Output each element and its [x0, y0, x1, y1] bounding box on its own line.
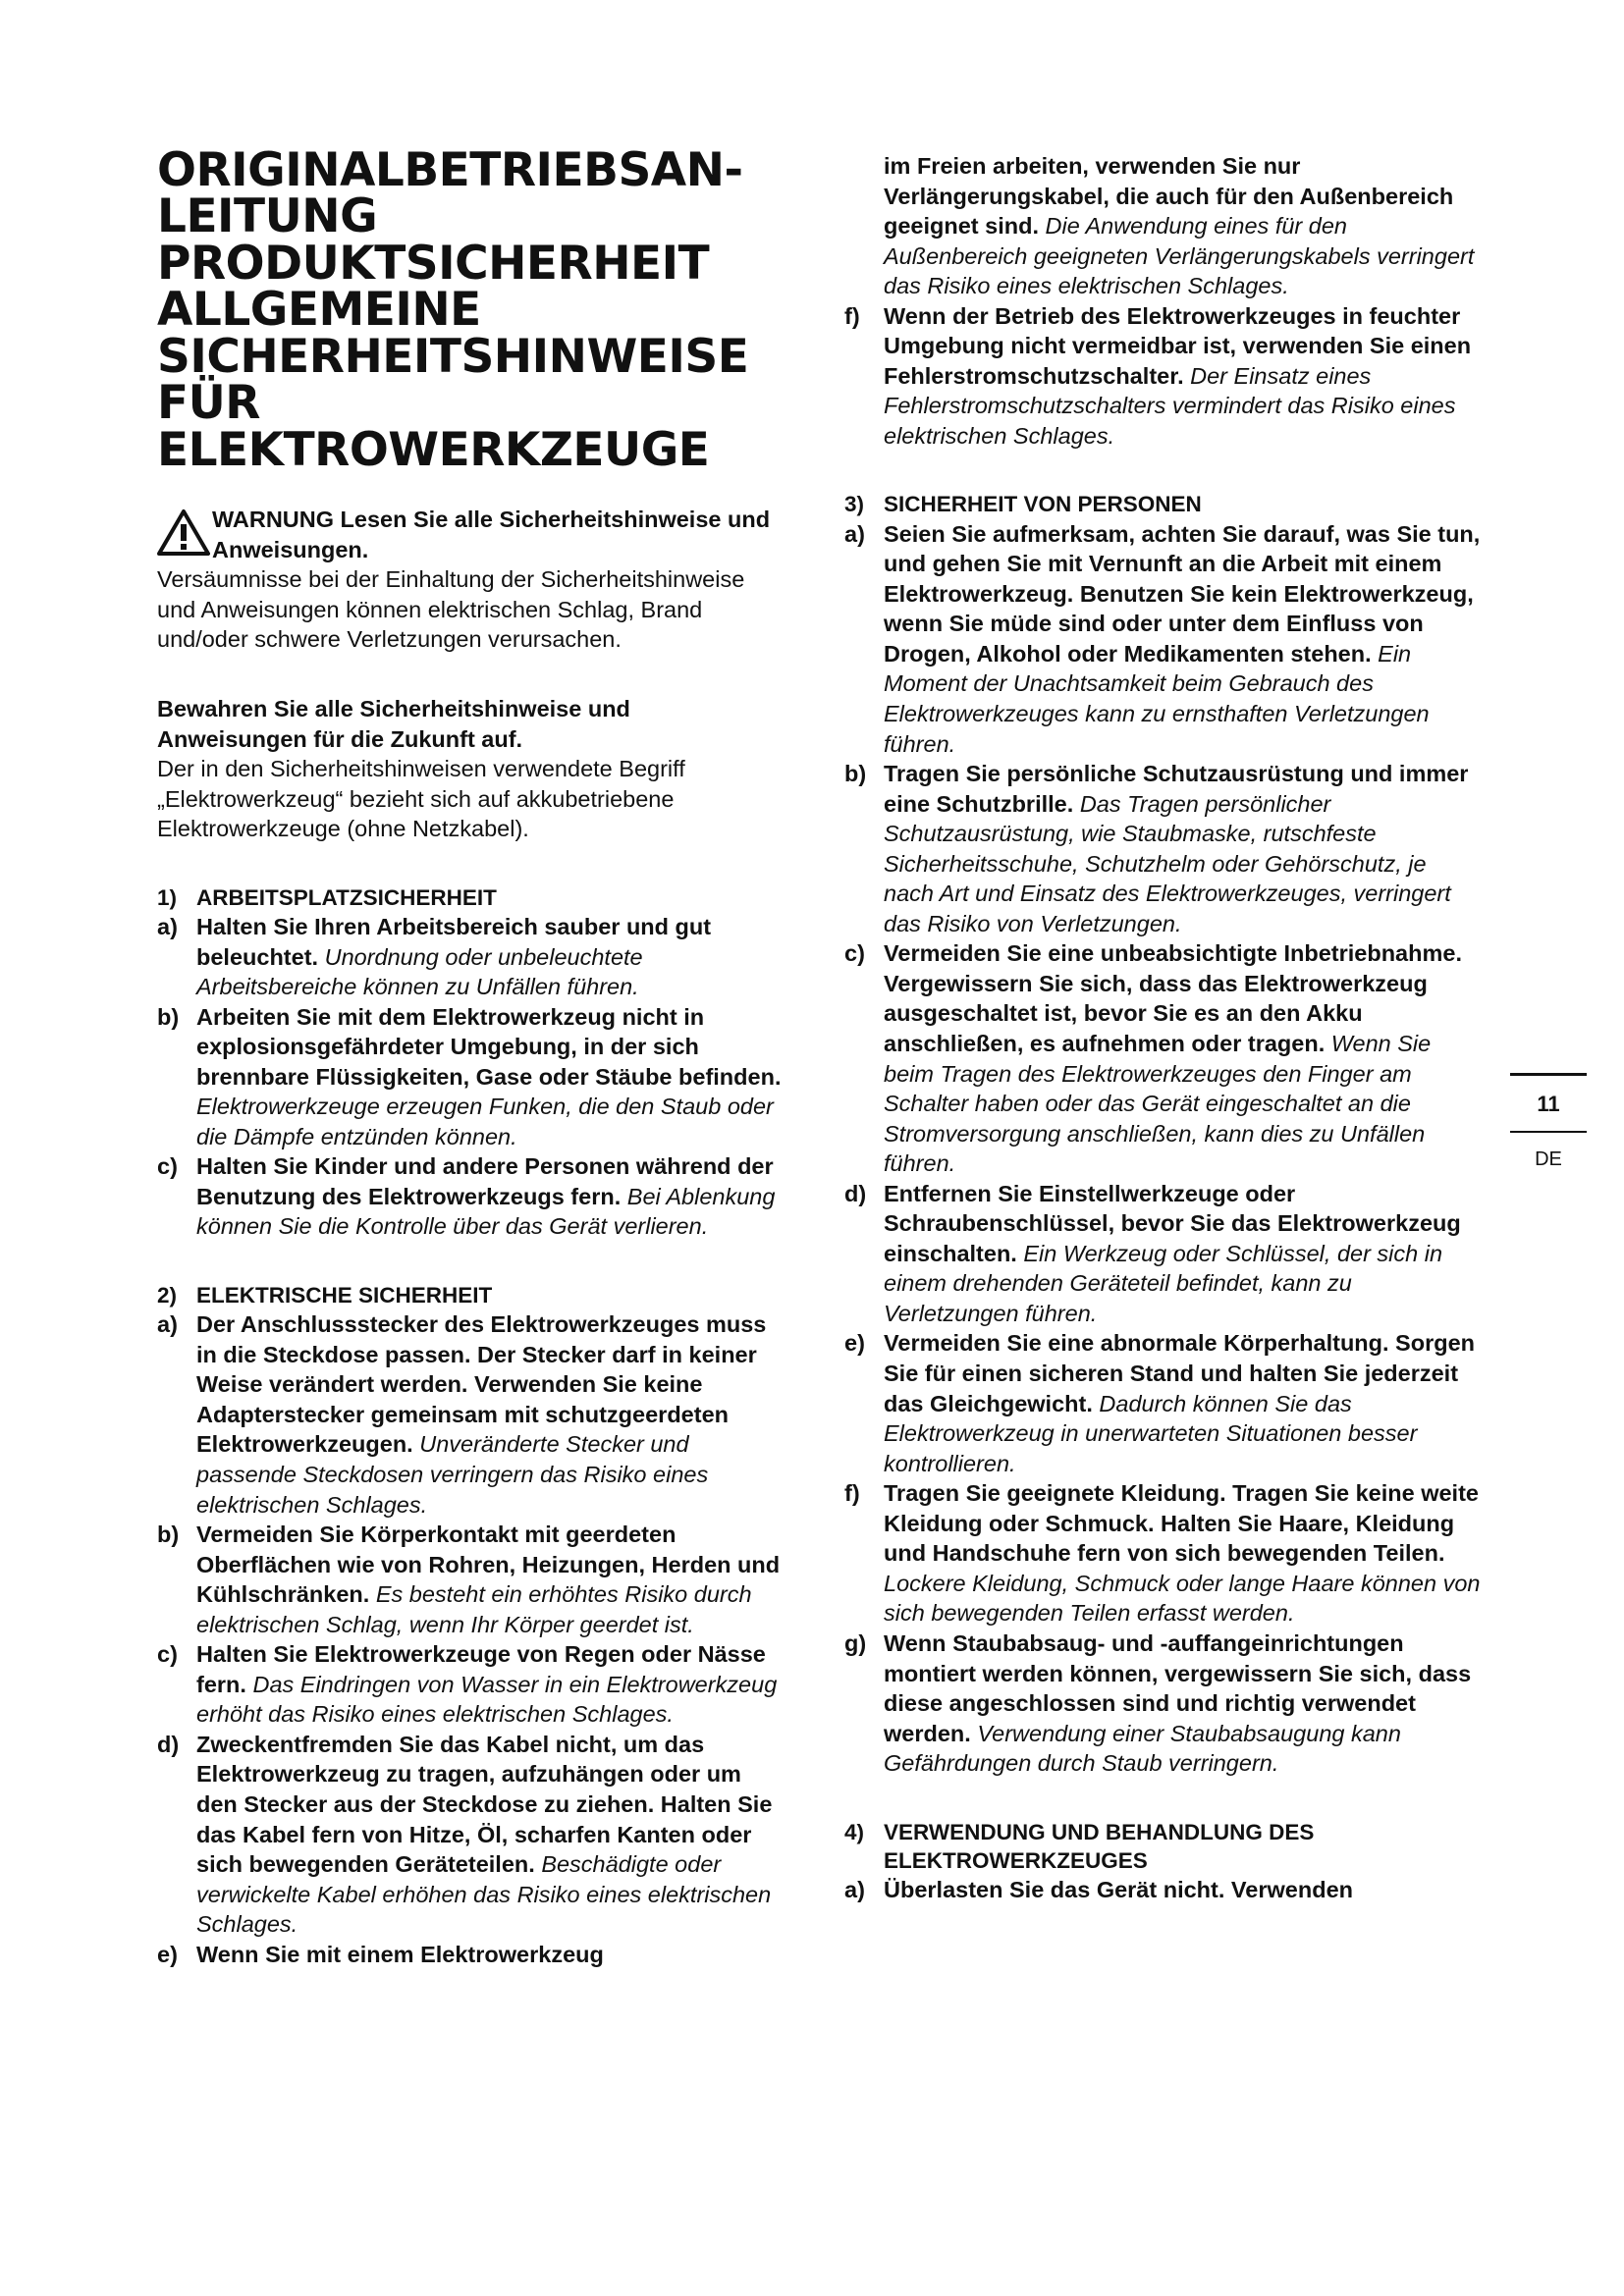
section-title: SICHERHEIT VON PERSONEN	[884, 492, 1202, 517]
section-title: ELEKTRISCHE SICHERHEIT	[196, 1283, 493, 1308]
section-title: ARBEITSPLATZSICHERHEIT	[196, 884, 497, 910]
item-letter: b)	[157, 1522, 180, 1548]
item-letter: c)	[844, 940, 865, 967]
item-letter: a)	[157, 914, 178, 939]
section-number: 2)	[157, 1283, 178, 1308]
item-bold: Entfernen Sie Einstellwerkzeuge oder Schraubenschlüssel, bevor Sie das Elektrowerkzeug einschalten.	[884, 1180, 1461, 1266]
warning-heading: WARNUNG Lesen Sie alle Sicherheitshinweise und Anweisungen.	[212, 507, 771, 562]
list-item	[844, 938, 1483, 1178]
item-text: Das Tragen persönlicher Schutzausrüstung, wie Staubmaske, rutschfeste Sicherheitsschuhe, Schutzhelm oder Gehörschutz, je nach Art und Einsatz des Elektrowerkzeuges, verringert das Risiko von Verletzungen.	[884, 790, 1451, 936]
marker-rule	[1510, 1073, 1587, 1076]
item-letter: d)	[844, 1180, 867, 1206]
item-text: Bei Ablenkung können Sie die Kontrolle über das Gerät verlieren.	[196, 1183, 776, 1240]
item-bold: Der Anschlussstecker des Elektrowerkzeuges muss in die Steckdose passen. Der Stecker darf in keiner Weise verändert werden. Verwenden Sie keine Adapterstecker gemeinsam mit schutzgeerdeten Elektrowerkzeugen.	[196, 1311, 767, 1458]
item-bold: Tragen Sie geeignete Kleidung. Tragen Sie keine weite Kleidung oder Schmuck. Halten Sie Haare, Kleidung und Handschuhe fern von sich bewegenden Teilen.	[884, 1480, 1479, 1567]
item-letter: e)	[157, 1941, 178, 1967]
item-letter: g)	[844, 1629, 867, 1656]
item-bold: Arbeiten Sie mit dem Elektrowerkzeug nicht in explosionsgefährdeter Umgebung, in der sich brennbare Flüssigkeiten, Gase oder Stäube befinden.	[196, 1003, 782, 1090]
item-bold: Wenn der Betrieb des Elektrowerkzeuges in feuchter Umgebung nicht vermeidbar ist, verwenden Sie einen Fehlerstromschutzschalter.	[884, 302, 1472, 389]
item-letter: d)	[157, 1731, 180, 1757]
item-text: Der Einsatz eines Fehlerstromschutzschalters vermindert das Risiko eines elektrischen Schlages.	[884, 362, 1456, 449]
title-line: ALLGEMEINE	[157, 283, 481, 338]
list-item	[844, 1629, 1483, 1779]
item-bold: Seien Sie aufmerksam, achten Sie darauf, was Sie tun, und gehen Sie mit Vernunft an die Arbeit mit einem Elektrowerkzeug. Benutzen Sie kein Elektrowerkzeug, wenn Sie müde sind oder unter dem Einfluss von Drogen, Alkohol oder Medikamenten stehen.	[884, 520, 1481, 667]
list-item	[844, 1478, 1483, 1629]
list-item	[844, 1328, 1483, 1478]
title-line: LEITUNG	[157, 189, 378, 244]
item-text: Die Anwendung eines für den Außenbereich geeigneten Verlängerungskabels verringert das Risiko eines elektrischen Schlages.	[884, 213, 1475, 299]
item-bold: im Freien arbeiten, verwenden Sie nur Verlängerungskabel, die auch für den Außenbereich geeignet sind.	[884, 153, 1454, 240]
item-text: Elektrowerkzeuge erzeugen Funken, die den Staub oder die Dämpfe entzünden können.	[196, 1094, 774, 1149]
title-line: FÜR	[157, 376, 260, 431]
item-letter: e)	[844, 1330, 865, 1357]
keep-instructions	[157, 694, 785, 844]
item-text: Unordnung oder unbeleuchtete Arbeitsbereiche können zu Unfällen führen.	[196, 943, 643, 1000]
item-bold: Zweckentfremden Sie das Kabel nicht, um das Elektrowerkzeug zu tragen, aufzuhängen oder um den Stecker aus der Steckdose zu ziehen. Halten Sie das Kabel fern von Hitze, Öl, scharfen Kanten oder sich bewegenden Geräteteilen.	[196, 1731, 773, 1878]
item-bold: Halten Sie Elektrowerkzeuge von Regen oder Nässe fern.	[196, 1641, 766, 1697]
main-title	[157, 143, 785, 477]
item-bold: Tragen Sie persönliche Schutzausrüstung und immer eine Schutzbrille.	[884, 761, 1469, 817]
list-item	[157, 912, 785, 1002]
item-text: Unveränderte Stecker und passende Steckdosen verringern das Risiko eines elektrischen Schlages.	[196, 1431, 709, 1518]
item-bold: Überlasten Sie das Gerät nicht. Verwenden	[884, 1877, 1353, 1903]
warning-block	[157, 505, 785, 564]
warning-triangle-icon	[157, 508, 210, 556]
list-item	[844, 759, 1483, 938]
list-item	[157, 1730, 785, 1940]
item-letter: a)	[844, 520, 865, 547]
item-text: Beschädigte oder verwickelte Kabel erhöhen das Risiko eines elektrischen Schlages.	[196, 1851, 772, 1938]
list-item	[157, 1151, 785, 1242]
title-line: ORIGINALBETRIEBSAN-	[157, 143, 743, 197]
section-heading	[157, 1281, 785, 1309]
item-bold: Halten Sie Ihren Arbeitsbereich sauber und gut beleuchtet.	[196, 914, 712, 970]
list-item	[844, 1875, 1483, 1905]
list-item	[844, 519, 1483, 759]
list-item	[157, 1940, 785, 1970]
item-letter: f)	[844, 1480, 860, 1507]
item-text: Es besteht ein erhöhtes Risiko durch elektrischen Schlag, wenn Ihr Körper geerdet ist.	[196, 1581, 752, 1637]
list-item	[157, 1002, 785, 1152]
left-column	[157, 143, 785, 1969]
section-heading	[844, 1818, 1483, 1876]
list-item	[844, 1179, 1483, 1329]
page-number: 11	[1537, 1092, 1560, 1116]
list-item	[157, 1309, 785, 1520]
item-text: Wenn Sie beim Tragen des Elektrowerkzeuges den Finger am Schalter haben oder das Gerät eingeschaltet an die Stromversorgung anschließen, kann dies zu Unfällen führen.	[884, 1031, 1432, 1177]
item-letter: b)	[844, 761, 867, 787]
item-text: Ein Werkzeug oder Schlüssel, der sich in einem drehenden Geräteteil befindet, kann zu Verletzungen führen.	[884, 1240, 1443, 1326]
list-item	[157, 1639, 785, 1730]
keep-text: Der in den Sicherheitshinweisen verwendete Begriff „Elektrowerkzeug“ bezieht sich auf akkubetriebene Elektrowerkzeuge (ohne Netzkabel).	[157, 756, 685, 842]
section-number: 4)	[844, 1819, 865, 1844]
item-letter: f)	[844, 302, 860, 329]
warning-text: Versäumnisse bei der Einhaltung der Sicherheitshinweise und Anweisungen können elektrischen Schlag, Brand und/oder schwere Verletzungen verursachen.	[157, 566, 745, 653]
item-letter: c)	[157, 1153, 178, 1180]
item-letter: c)	[157, 1641, 178, 1668]
item-bold: Wenn Staubabsaug- und -auffangeinrichtungen montiert werden können, vergewissern Sie sich, dass diese angeschlossen sind und richtig verwendet werden.	[884, 1629, 1472, 1746]
language-code: DE	[1535, 1148, 1562, 1170]
list-item	[844, 301, 1483, 452]
title-line: ELEKTROWERKZEUGE	[157, 422, 710, 477]
section-number: 3)	[844, 492, 865, 517]
item-text: Dadurch können Sie das Elektrowerkzeug in unerwarteten Situationen besser kontrollieren.	[884, 1390, 1418, 1476]
section-number: 1)	[157, 884, 178, 910]
item-bold: Halten Sie Kinder und andere Personen während der Benutzung des Elektrowerkzeugs fern.	[196, 1153, 774, 1209]
title-line: PRODUKTSICHERHEIT	[157, 236, 710, 291]
right-column	[844, 151, 1483, 1905]
marker-rule	[1510, 1131, 1587, 1133]
page-marker	[1510, 1073, 1587, 1171]
item-text: Verwendung einer Staubabsaugung kann Gefährdungen durch Staub verringern.	[884, 1720, 1401, 1777]
section-title: VERWENDUNG UND BEHANDLUNG DES ELEKTROWERKZEUGES	[884, 1819, 1315, 1873]
title-line: SICHERHEITSHINWEISE	[157, 329, 749, 384]
keep-heading: Bewahren Sie alle Sicherheitshinweise und Anweisungen für die Zukunft auf.	[157, 696, 630, 752]
list-item	[157, 1520, 785, 1639]
item-letter: b)	[157, 1003, 180, 1030]
item-text: Ein Moment der Unachtsamkeit beim Gebrauch des Elektrowerkzeuges kann zu ernsthaften Verletzungen führen.	[884, 640, 1430, 757]
item-bold: Vermeiden Sie Körperkontakt mit geerdeten Oberflächen wie von Rohren, Heizungen, Herden und Kühlschränken.	[196, 1522, 781, 1608]
item-bold: Wenn Sie mit einem Elektrowerkzeug	[196, 1941, 604, 1967]
item-bold: Vermeiden Sie eine unbeabsichtigte Inbetriebnahme. Vergewissern Sie sich, dass das Elektrowerkzeug ausgeschaltet ist, bevor Sie es an den Akku anschließen, es aufnehmen oder tragen.	[884, 940, 1462, 1057]
item-letter: a)	[844, 1877, 865, 1903]
item-text: Das Eindringen von Wasser in ein Elektrowerkzeug erhöht das Risiko eines elektrischen Schlages.	[196, 1671, 778, 1728]
section-heading	[844, 490, 1483, 518]
item-bold: Vermeiden Sie eine abnormale Körperhaltung. Sorgen Sie für einen sicheren Stand und halten Sie jederzeit das Gleichgewicht.	[884, 1330, 1476, 1416]
item-letter: a)	[157, 1311, 178, 1338]
list-item-continued	[844, 151, 1483, 301]
section-heading	[157, 883, 785, 912]
item-text: Lockere Kleidung, Schmuck oder lange Haare können von sich bewegenden Teilen erfasst werden.	[884, 1570, 1481, 1627]
